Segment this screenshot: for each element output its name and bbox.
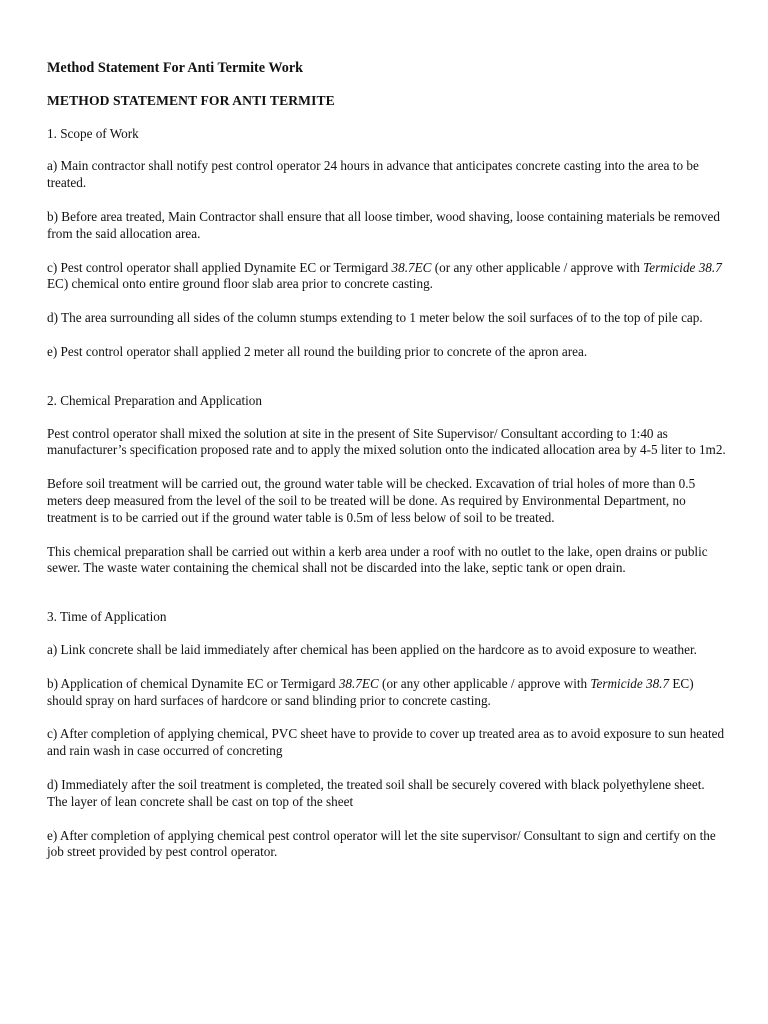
italic-product-code: 38.7EC: [391, 259, 432, 275]
section-chemical-preparation: [47, 393, 727, 577]
paragraph: a) Link concrete shall be laid immediately after chemical has been applied on the hardcore as to avoid exposure to weather.: [47, 641, 697, 657]
section-spacer: [47, 378, 727, 393]
paragraph: e) Pest control operator shall applied 2 meter all round the building prior to concrete of the apron area.: [47, 343, 588, 359]
paragraph: b) Before area treated, Main Contractor shall ensure that all loose timber, wood shaving, loose containing materials be removed from the said allocation area.: [47, 208, 720, 241]
paragraph-text: EC) should spray on hard surfaces of hardcore or sand blinding prior to concrete casting.: [47, 675, 694, 708]
italic-product-name: Termicide 38.7: [590, 675, 670, 691]
italic-product-code: 38.7EC: [338, 675, 379, 691]
paragraph: This chemical preparation shall be carried out within a kerb area under a roof with no outlet to the lake, open drains or public sewer. The waste water containing the chemical shall not be discarded into the lake, septic tank or open drain.: [47, 543, 708, 576]
section-heading: 1. Scope of Work: [47, 125, 139, 141]
document-subtitle: METHOD STATEMENT FOR ANTI TERMITE: [47, 92, 335, 108]
paragraph: [47, 676, 727, 710]
paragraph-text: b) Application of chemical Dynamite EC or Termigard: [47, 675, 339, 691]
paragraph: e) After completion of applying chemical pest control operator will let the site supervisor/ Consultant to sign and certify on the job street provided by pest control operator.: [47, 827, 716, 860]
paragraph: a) Main contractor shall notify pest control operator 24 hours in advance that anticipates concrete casting into the area to be treated.: [47, 158, 699, 191]
document-title: Method Statement For Anti Termite Work: [47, 60, 304, 76]
paragraph-text: (or any other applicable / approve with: [378, 675, 591, 691]
paragraph-text: EC) chemical onto entire ground floor slab area prior to concrete casting.: [47, 276, 433, 292]
paragraph: d) Immediately after the soil treatment is completed, the treated soil shall be securely covered with black polyethylene sheet. The layer of lean concrete shall be cast on top of the sheet: [47, 776, 705, 809]
italic-product-name: Termicide 38.7: [643, 259, 722, 275]
paragraph-text: c) Pest control operator shall applied Dynamite EC or Termigard: [47, 259, 392, 275]
paragraph: Before soil treatment will be carried out, the ground water table will be checked. Excavation of trial holes of more than 0.5 meters deep measured from the level of the soil to be treated will be done. As required by Environmental Department, no treatment is to be carried out if the ground water table is 0.5m of less below of soil to be treated.: [47, 476, 696, 525]
section-spacer: [47, 594, 727, 609]
paragraph: c) After completion of applying chemical, PVC sheet have to provide to cover up treated area as to avoid exposure to sun heated and rain wash in case occurred of concreting: [47, 726, 725, 759]
paragraph: Pest control operator shall mixed the solution at site in the present of Site Supervisor/ Consultant according to 1:40 as manufacturer’s specification proposed rate and to apply the mixed solution onto the indicated allocation area by 4-5 liter to 1m2.: [47, 425, 726, 458]
section-heading: 2. Chemical Preparation and Application: [47, 392, 262, 408]
section-scope-of-work: [47, 126, 727, 361]
section-heading: 3. Time of Application: [47, 609, 167, 625]
document-page: [47, 60, 727, 878]
paragraph: d) The area surrounding all sides of the column stumps extending to 1 meter below the soil surfaces of to the top of pile cap.: [47, 310, 703, 326]
paragraph: [47, 260, 727, 294]
section-time-of-application: [47, 609, 727, 861]
paragraph-text: (or any other applicable / approve with: [431, 259, 644, 275]
